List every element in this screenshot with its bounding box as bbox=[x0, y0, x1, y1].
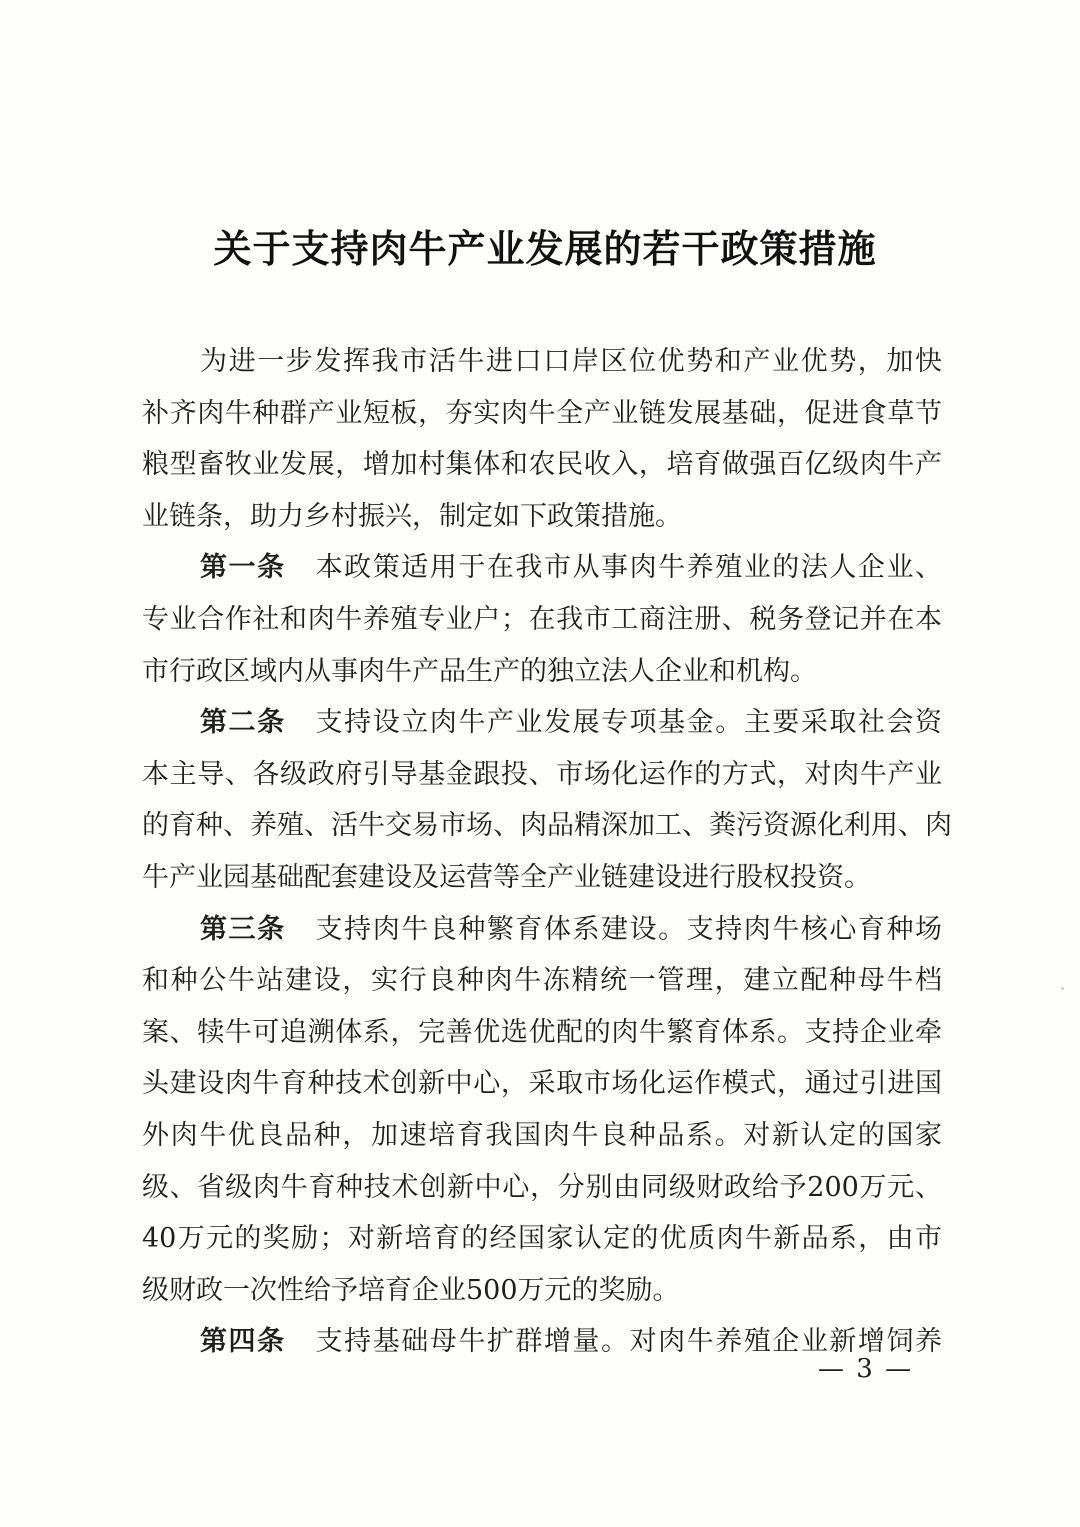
intro-line: 补齐肉牛种群产业短板，夯实肉牛全产业链发展基础，促进食草节 bbox=[142, 397, 942, 429]
scan-speck bbox=[1061, 987, 1064, 990]
article-1-text: 本政策适用于在我市从事肉牛养殖业的法人企业、 bbox=[315, 552, 942, 584]
article-4-heading: 第四条 bbox=[200, 1326, 286, 1358]
article-2-first-line bbox=[142, 697, 942, 749]
article-1-line: 市行政区域内从事肉牛产品生产的独立法人企业和机构。 bbox=[142, 655, 817, 687]
article-3-line: 40万元的奖励；对新培育的经国家认定的优质肉牛新品系，由市 bbox=[142, 1223, 942, 1255]
article-3-heading: 第三条 bbox=[200, 913, 286, 945]
article-3-line: 外肉牛优良品种，加速培育我国肉牛良种品系。对新认定的国家 bbox=[142, 1119, 942, 1151]
article-3-text: 支持肉牛良种繁育体系建设。支持肉牛核心育种场 bbox=[315, 913, 942, 945]
article-1-line: 专业合作社和肉牛养殖专业户；在我市工商注册、税务登记并在本 bbox=[142, 603, 942, 635]
article-2-heading: 第二条 bbox=[200, 707, 286, 739]
article-2-line: 的育种、养殖、活牛交易市场、肉品精深加工、粪污资源化利用、肉 bbox=[142, 810, 952, 842]
article-4-text: 支持基础母牛扩群增量。对肉牛养殖企业新增饲养 bbox=[315, 1326, 942, 1358]
article-2-line: 牛产业园基础配套建设及运营等全产业链建设进行股权投资。 bbox=[142, 861, 871, 893]
article-2-line: 本主导、各级政府引导基金跟投、市场化运作的方式，对肉牛产业 bbox=[142, 758, 942, 790]
document-body bbox=[142, 336, 952, 1368]
article-3-line: 和种公牛站建设，实行良种肉牛冻精统一管理，建立配种母牛档 bbox=[142, 965, 942, 997]
article-3-line: 头建设肉牛育种技术创新中心，采取市场化运作模式，通过引进国 bbox=[142, 1068, 942, 1100]
article-3-line: 案、犊牛可追溯体系，完善优选优配的肉牛繁育体系。支持企业牵 bbox=[142, 1016, 942, 1048]
article-1-first-line bbox=[142, 542, 942, 594]
article-3-first-line bbox=[142, 904, 942, 956]
article-3-line: 级财政一次性给予培育企业500万元的奖励。 bbox=[142, 1274, 680, 1306]
intro-line: 为进一步发挥我市活牛进口口岸区位优势和产业优势，加快 bbox=[200, 346, 942, 377]
document-title: 关于支持肉牛产业发展的若干政策措施 bbox=[213, 227, 877, 271]
article-3-line: 级、省级肉牛育种技术创新中心，分别由同级财政给予200万元、 bbox=[142, 1171, 942, 1203]
article-1-heading: 第一条 bbox=[200, 552, 286, 584]
intro-line: 粮型畜牧业发展，增加村集体和农民收入，培育做强百亿级肉牛产 bbox=[142, 449, 942, 481]
intro-line: 业链条，助力乡村振兴，制定如下政策措施。 bbox=[142, 500, 682, 532]
article-2-text: 支持设立肉牛产业发展专项基金。主要采取社会资 bbox=[315, 707, 942, 739]
page-number: — 3 — bbox=[818, 1354, 914, 1384]
